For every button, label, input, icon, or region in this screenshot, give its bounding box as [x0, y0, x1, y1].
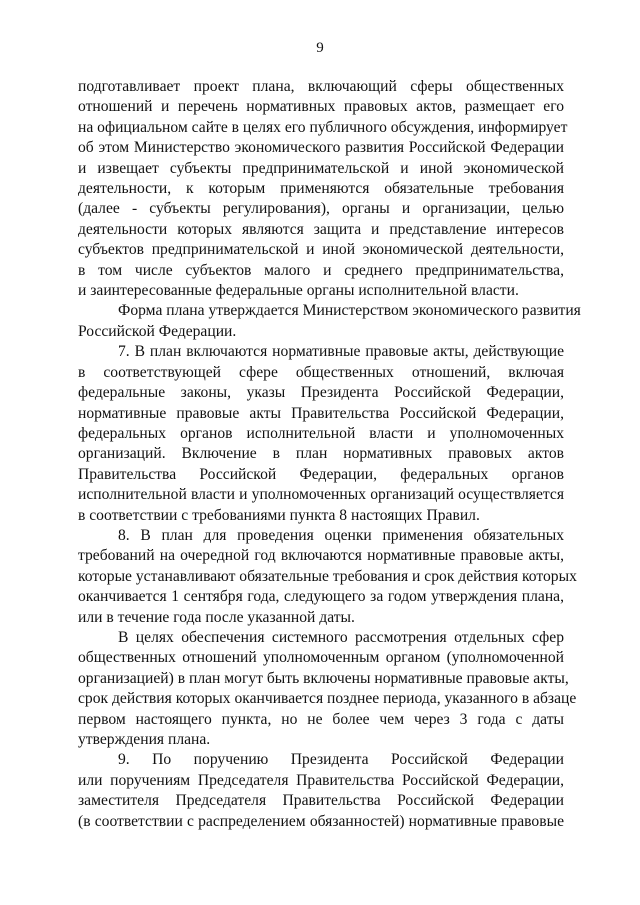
body-text: [78, 77, 581, 832]
text-line: деятельности которых являются защита и представление интересов: [78, 220, 564, 238]
text-line: федеральные законы, указы Президента Российской Федерации,: [78, 384, 564, 402]
text-line: в том числе субъектов малого и среднего предпринимательства,: [78, 261, 564, 279]
text-line: Правительства Российской Федерации, федеральных органов: [78, 465, 564, 483]
text-line: Российской Федерации.: [78, 322, 237, 340]
paragraph-systematic-review: [78, 628, 577, 750]
text-line: и извещает субъекты предпринимательской и иной экономической: [78, 159, 564, 177]
text-line: (далее - субъекты регулирования), органы и организации, целью: [78, 200, 564, 218]
paragraph-plan-form: [78, 301, 581, 342]
text-line: 8. В план для проведения оценки применения обязательных: [118, 526, 564, 544]
text-line: (в соответствии с распределением обязанностей) нормативные правовые: [78, 812, 564, 830]
text-line: подготавливает проект плана, включающий сферы общественных: [78, 78, 564, 95]
text-line: субъектов предпринимательской и иной экономической деятельности,: [78, 241, 564, 259]
text-line: оканчивается 1 сентября года, следующего за годом утверждения плана,: [78, 588, 564, 606]
text-line: В целях обеспечения системного рассмотрения отдельных сфер: [118, 628, 564, 646]
text-line: срок действия которых оканчивается позднее периода, указанного в абзаце: [78, 690, 577, 708]
text-line: организацией) в план могут быть включены нормативные правовые акты,: [78, 669, 569, 687]
text-line: в соответствии с требованиями пункта 8 настоящих Правил.: [78, 506, 480, 524]
text-line: первом настоящего пункта, но не более чем через 3 года с даты: [78, 710, 564, 728]
text-line: на официальном сайте в целях его публичного обсуждения, информирует: [78, 118, 568, 136]
paragraph-item-9: [78, 750, 564, 832]
paragraph-item-8: [78, 526, 577, 628]
text-line: деятельности, к которым применяются обязательные требования: [78, 180, 564, 198]
text-line: 9. По поручению Президента Российской Федерации: [118, 751, 564, 769]
page-number: 9: [316, 40, 324, 56]
text-line: общественных отношений уполномоченным органом (уполномоченной: [78, 649, 564, 667]
text-line: исполнительной власти и уполномоченных организаций осуществляется: [78, 486, 564, 504]
text-line: об этом Министерство экономического развития Российской Федерации: [78, 139, 564, 157]
text-line: или поручениям Председателя Правительства Российской Федерации,: [78, 771, 564, 789]
text-line: отношений и перечень нормативных правовых актов, размещает его: [78, 98, 564, 116]
text-line: 7. В план включаются нормативные правовые акты, действующие: [118, 343, 564, 361]
text-line: в соответствующей сфере общественных отношений, включая: [78, 363, 564, 381]
text-line: и заинтересованные федеральные органы исполнительной власти.: [78, 282, 519, 300]
text-line: федеральных органов исполнительной власти и уполномоченных: [78, 424, 564, 442]
paragraph-item-7: [78, 342, 564, 526]
text-line: требований на очередной год включаются нормативные правовые акты,: [78, 547, 564, 565]
text-line: организаций. Включение в план нормативных правовых актов: [78, 445, 564, 463]
text-line: или в течение года после указанной даты.: [78, 608, 355, 626]
text-line: которые устанавливают обязательные требования и срок действия которых: [78, 567, 577, 585]
paragraph-continuation: [78, 77, 568, 301]
text-line: Форма плана утверждается Министерством экономического развития: [118, 302, 581, 320]
text-line: заместителя Председателя Правительства Российской Федерации: [78, 792, 564, 810]
text-line: нормативные правовые акты Правительства Российской Федерации,: [78, 404, 564, 422]
text-line: утверждения плана.: [78, 731, 211, 748]
